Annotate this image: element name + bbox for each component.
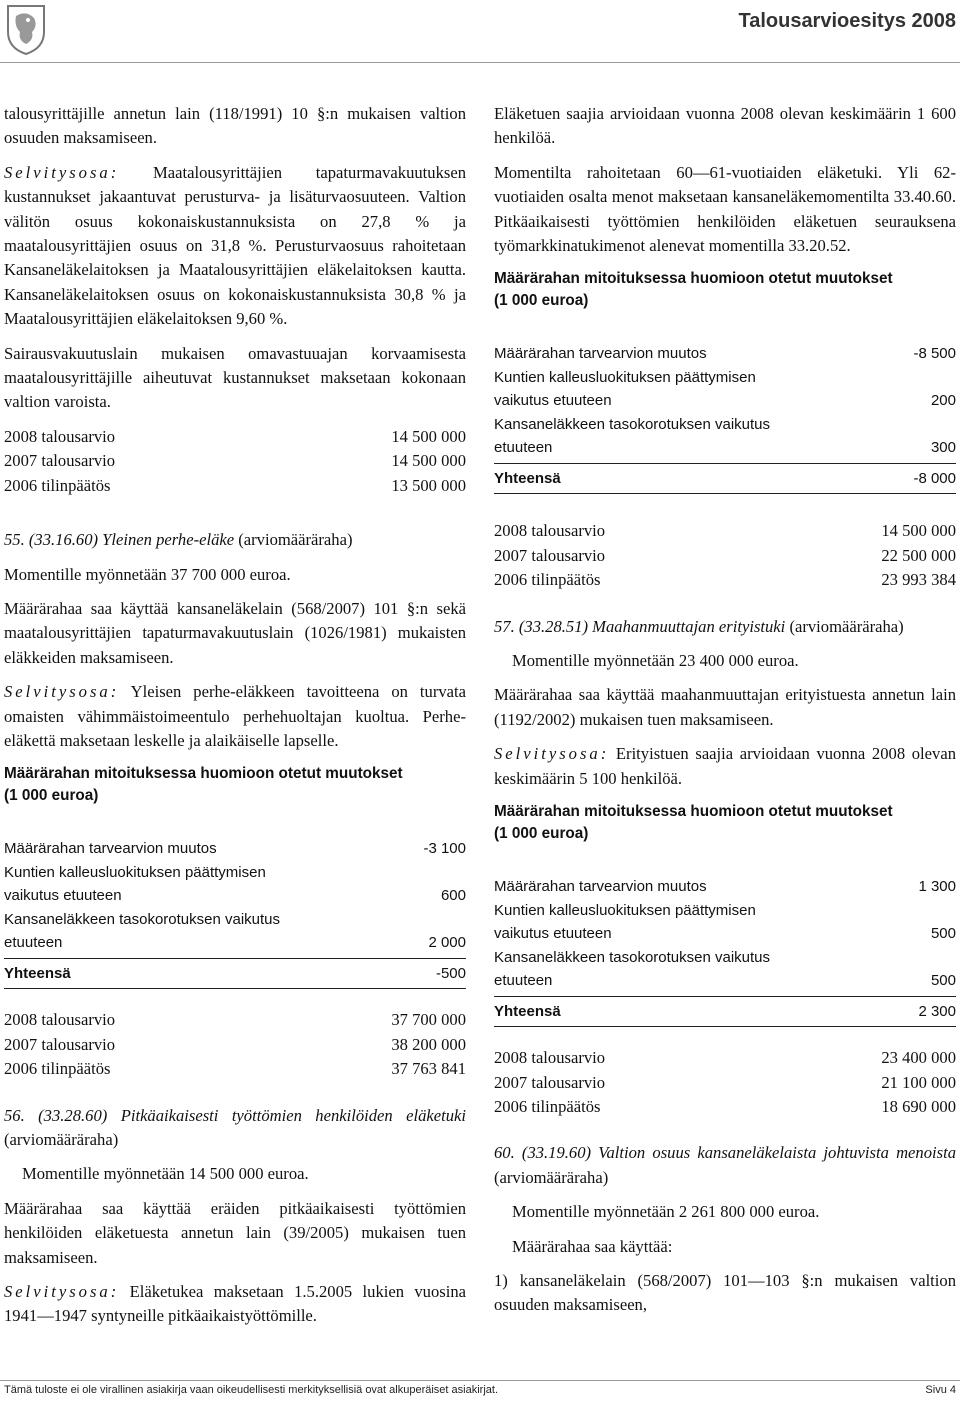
changes-table [494, 875, 956, 1027]
paragraph: 1) kansaneläkelain (568/2007) 101—103 §:n mukaisen valtion osuuden maksamiseen, [494, 1270, 956, 1315]
changes-row: Kansaneläkkeen tasokorotuksen vaikutus etuuteen 300 [494, 415, 956, 457]
changes-title: Määrärahan mitoituksessa huomioon otetut muutokset [494, 803, 893, 821]
finnish-lion-crest-icon [4, 2, 48, 56]
left-column [4, 102, 466, 1339]
changes-table [4, 837, 466, 989]
right-column [494, 102, 956, 1328]
table-divider [4, 988, 466, 989]
changes-unit: (1 000 euroa) [494, 292, 589, 310]
paragraph: Eläketuen saajia arvioidaan vuonna 2008 olevan keskimäärin 1 600 henkilöä. [494, 104, 956, 148]
changes-title: Määrärahan mitoituksessa huomioon otetut muutokset [4, 765, 403, 783]
changes-row: Kuntien kalleusluokituksen päättymisen vaikutus etuuteen 600 [4, 863, 466, 905]
header-divider [0, 62, 960, 63]
changes-title: Määrärahan mitoituksessa huomioon otetut muutokset [494, 270, 893, 288]
budget-table [4, 425, 466, 498]
budget-row: 2006 tilinpäätös 37 763 841 [4, 1059, 466, 1079]
page-number: Sivu 4 [925, 1384, 956, 1396]
paragraph-selvitysosa: Selvitysosa: Erityistuen saajia arvioidaan vuonna 2008 olevan keskimäärin 5 100 henkilöä. [494, 744, 956, 788]
changes-row: Kuntien kalleusluokituksen päättymisen vaikutus etuuteen 200 [494, 368, 956, 410]
budget-table [494, 1046, 956, 1119]
changes-row: Määrärahan tarvearvion muutos -8 500 [494, 345, 956, 363]
budget-row: 2008 talousarvio 23 400 000 [494, 1048, 956, 1068]
changes-total-row: Yhteensä -8 000 [494, 469, 956, 487]
footer-divider [0, 1380, 960, 1381]
paragraph: talousyrittäjille annetun lain (118/1991) 10 §:n mukaisen valtion osuuden maksamiseen. [4, 104, 466, 148]
budget-table [4, 1008, 466, 1081]
paragraph-selvitysosa: Selvitysosa: Yleisen perhe-eläkkeen tavoitteena on turvata omaisten vähimmäistoimeentulo perhehuoltajan kuoltua. Perhe-eläkettä maksetaan leskelle ja alaikäiselle lapselle. [4, 682, 466, 750]
paragraph: Momentille myönnetään 23 400 000 euroa. [512, 651, 799, 671]
footer-note: Tämä tuloste ei ole virallinen asiakirja vaan oikeudellisesti merkityksellisiä ovat alkuperäiset asiakirjat. [4, 1384, 498, 1396]
budget-row: 2006 tilinpäätös 13 500 000 [4, 475, 466, 495]
table-divider [494, 463, 956, 464]
budget-row: 2007 talousarvio 14 500 000 [4, 451, 466, 471]
table-divider [494, 1026, 956, 1027]
changes-row: Kuntien kalleusluokituksen päättymisen vaikutus etuuteen 500 [494, 901, 956, 943]
document-title: Talousarvioesitys 2008 [738, 10, 956, 32]
changes-row: Kansaneläkkeen tasokorotuksen vaikutus etuuteen 500 [494, 948, 956, 990]
budget-row: 2008 talousarvio 14 500 000 [4, 426, 466, 446]
changes-row: Kansaneläkkeen tasokorotuksen vaikutus etuuteen 2 000 [4, 910, 466, 952]
budget-table [494, 519, 956, 592]
paragraph: Määrärahaa saa käyttää maahanmuuttajan erityistuesta annetun lain (1192/2002) mukaisen tuen maksamiseen. [494, 685, 956, 729]
section-heading-55: 55. (33.16.60) Yleinen perhe-eläke (arviomääräraha) [4, 530, 353, 550]
paragraph: Momentille myönnetään 2 261 800 000 euroa. [512, 1202, 820, 1222]
budget-row: 2008 talousarvio 14 500 000 [494, 521, 956, 541]
changes-total-row: Yhteensä -500 [4, 964, 466, 982]
paragraph-selvitysosa: Selvitysosa: Maatalousyrittäjien tapaturmavakuutuksen kustannukset jakaantuvat perusturva- ja lisäturvaosuuteen. Valtion välitön osuus kokonaiskustannuksista on 27,8 % ja maatalousyrittäjien osuus on 31,8 %. Perusturvaosuus rahoitetaan Kansaneläkelaitoksen ja Maatalousyrittäjien eläkelaitoksen kautta. Kansaneläkelaitoksen osuus on kokonaiskustannuksista 30,8 % ja Maatalousyrittäjien eläkelaitoksen 9,60 %. [4, 162, 466, 329]
budget-row: 2007 talousarvio 22 500 000 [494, 545, 956, 565]
budget-row: 2007 talousarvio 38 200 000 [4, 1034, 466, 1054]
budget-row: 2007 talousarvio 21 100 000 [494, 1072, 956, 1092]
changes-unit: (1 000 euroa) [494, 825, 589, 843]
paragraph: Määrärahaa saa käyttää eräiden pitkäaikaisesti työttömien henkilöiden eläketuesta annetun lain (39/2005) mukaisen tuen maksamiseen. [4, 1198, 466, 1267]
table-divider [494, 996, 956, 997]
paragraph: Momentille myönnetään 14 500 000 euroa. [22, 1164, 309, 1184]
budget-row: 2006 tilinpäätös 18 690 000 [494, 1096, 956, 1116]
section-heading-57: 57. (33.28.51) Maahanmuuttajan erityistuki (arviomääräraha) [494, 616, 904, 636]
paragraph-selvitysosa: Selvitysosa: Eläketukea maksetaan 1.5.2005 lukien vuosina 1941—1947 syntyneille pitkäaikaistyöttömille. [4, 1282, 466, 1326]
page-header [0, 0, 960, 70]
changes-row: Määrärahan tarvearvion muutos -3 100 [4, 840, 466, 858]
section-heading-60: 60. (33.19.60) Valtion osuus kansaneläkelaista johtuvista menoista (arviomääräraha) [494, 1143, 956, 1187]
paragraph: Määrärahaa saa käyttää: [512, 1236, 673, 1256]
table-divider [4, 958, 466, 959]
changes-total-row: Yhteensä 2 300 [494, 1002, 956, 1020]
paragraph: Määrärahaa saa käyttää kansaneläkelain (568/2007) 101 §:n sekä maatalousyrittäjien tapaturmavakuutuslain (1026/1981) mukaisten eläkkeiden maksamiseen. [4, 598, 466, 667]
paragraph: Momentilta rahoitetaan 60—61-vuotiaiden eläketuki. Yli 62-vuotiaiden osalta menot maksetaan kansaneläkemomentilta 33.40.60. Pitkäaikaisesti työttömien henkilöiden eläketuen seurauksena työmarkkinatukimenot alenevat momentilla 33.20.52. [494, 162, 956, 256]
budget-row: 2006 tilinpäätös 23 993 384 [494, 570, 956, 590]
changes-table [494, 342, 956, 494]
changes-row: Määrärahan tarvearvion muutos 1 300 [494, 878, 956, 896]
page-footer [4, 1384, 956, 1396]
paragraph: Momentille myönnetään 37 700 000 euroa. [4, 564, 291, 584]
section-heading-56: 56. (33.28.60) Pitkäaikaisesti työttömien henkilöiden eläketuki (arviomääräraha) [4, 1105, 466, 1149]
table-divider [494, 493, 956, 494]
paragraph: Sairausvakuutuslain mukaisen omavastuuajan korvaamisesta maatalousyrittäjille aiheutuvat kustannukset maksetaan kokonaan valtion varoista. [4, 343, 466, 412]
changes-unit: (1 000 euroa) [4, 787, 99, 805]
budget-row: 2008 talousarvio 37 700 000 [4, 1010, 466, 1030]
